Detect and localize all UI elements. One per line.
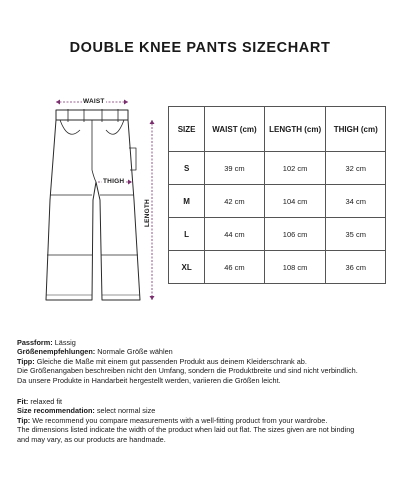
tip-line-de — [17, 357, 387, 366]
recommendation-line-de — [17, 347, 387, 356]
fit-label-en: Fit: — [17, 397, 29, 406]
size-cell: L — [169, 218, 205, 251]
recommendation-value-de: Normale Größe wählen — [95, 347, 173, 357]
notes-german — [17, 338, 387, 385]
length-label: LENGTH — [144, 199, 151, 227]
table-header-row — [169, 107, 386, 152]
thigh-cell: 34 cm — [326, 185, 386, 218]
note-line-de: Die Größenangaben beschreiben nicht den Umfang, sondern die Produktbreite und sind nicht verbindlich. — [17, 366, 358, 376]
tip-label-en: Tip: — [17, 415, 31, 425]
waist-cell: 44 cm — [205, 218, 265, 251]
notes-english — [17, 397, 387, 444]
size-cell: S — [169, 152, 205, 185]
thigh-cell: 36 cm — [326, 251, 386, 284]
waist-cell: 42 cm — [205, 185, 265, 218]
recommendation-line-en — [17, 406, 387, 415]
length-cell: 108 cm — [264, 251, 326, 284]
note-line-en: and may vary, as our products are handmade. — [17, 434, 166, 444]
recommendation-value-en: select normal size — [94, 406, 156, 416]
thigh-label: THIGH — [103, 178, 125, 185]
note-line-de: Da unsere Produkte in Handarbeit hergestellt werden, variieren die Größen leicht. — [17, 375, 281, 385]
pants-diagram — [40, 90, 170, 320]
tip-label-de: Tipp: — [17, 356, 35, 366]
table-row — [169, 152, 386, 185]
length-cell: 104 cm — [264, 185, 326, 218]
header-length: LENGTH (cm) — [264, 107, 326, 152]
fit-value-de: Lässig — [52, 338, 76, 347]
table-row — [169, 185, 386, 218]
waist-cell: 39 cm — [205, 152, 265, 185]
tip-line-en — [17, 416, 387, 425]
fit-line-en — [17, 397, 387, 406]
page-title: DOUBLE KNEE PANTS SIZECHART — [69, 40, 331, 56]
size-cell: XL — [169, 251, 205, 284]
thigh-cell: 35 cm — [326, 218, 386, 251]
waist-label: WAIST — [83, 98, 105, 105]
tip-value-de: Gleiche die Maße mit einem gut passenden Produkt aus deinem Kleiderschrank ab. — [34, 356, 307, 366]
fit-line-de — [17, 338, 387, 347]
recommendation-label-en: Size recommendation: — [17, 406, 95, 416]
size-cell: M — [169, 185, 205, 218]
fit-label-de: Passform: — [17, 338, 53, 347]
header-size: SIZE — [169, 107, 205, 152]
waist-cell: 46 cm — [205, 251, 265, 284]
header-thigh: THIGH (cm) — [326, 107, 386, 152]
tip-value-en: We recommend you compare measurements with a well-fitting product from your wardrobe. — [30, 415, 328, 425]
size-table — [168, 106, 386, 284]
note-line-en: The dimensions listed indicate the width of the product when laid out flat. The sizes given are not binding — [17, 425, 355, 435]
fit-value-en: relaxed fit — [28, 397, 63, 406]
length-cell: 106 cm — [264, 218, 326, 251]
length-cell: 102 cm — [264, 152, 326, 185]
table-row — [169, 218, 386, 251]
thigh-cell: 32 cm — [326, 152, 386, 185]
header-waist: WAIST (cm) — [205, 107, 265, 152]
recommendation-label-de: Größenempfehlungen: — [17, 347, 96, 357]
table-row — [169, 251, 386, 284]
